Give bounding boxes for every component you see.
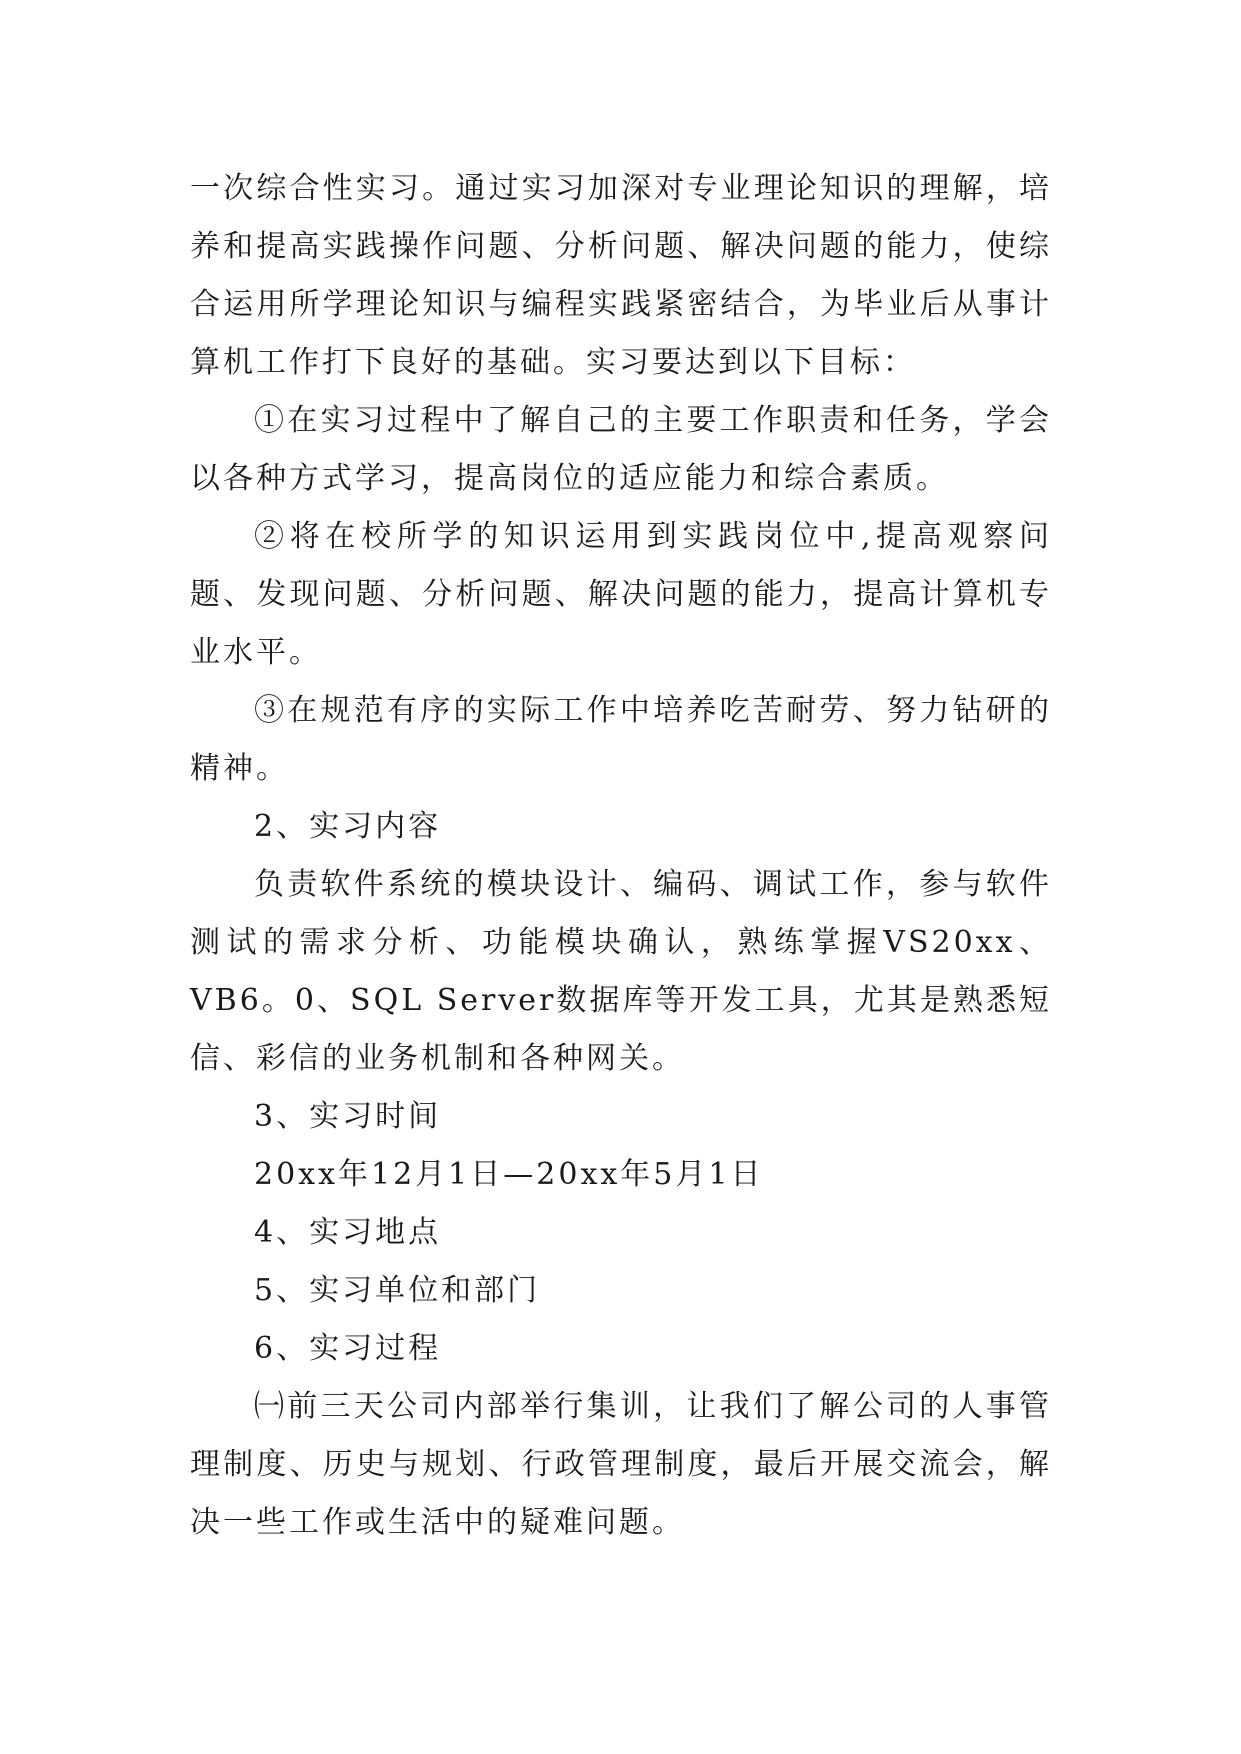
section-heading-location: 4、实习地点 (254, 1215, 442, 1250)
section-heading-process: 6、实习过程 (254, 1331, 442, 1366)
paragraph-goal-1: ①在实习过程中了解自己的主要工作职责和任务，学会以各种方式学习，提高岗位的适应能力和综合素质。 (190, 403, 1052, 496)
section-heading-time: 3、实习时间 (254, 1099, 442, 1134)
paragraph-objectives-intro: 一次综合性实习。通过实习加深对专业理论知识的理解，培养和提高实践操作问题、分析问题、解决问题的能力，使综合运用所学理论知识与编程实践紧密结合，为毕业后从事计算机工作打下良好的基础。实习要达到以下目标： (190, 171, 1052, 380)
paragraph-goal-2: ②将在校所学的知识运用到实践岗位中,提高观察问题、发现问题、分析问题、解决问题的能力，提高计算机专业水平。 (190, 519, 1052, 670)
paragraph-goal-3: ③在规范有序的实际工作中培养吃苦耐劳、努力钻研的精神。 (190, 693, 1052, 786)
document-body (190, 160, 1052, 1552)
section-heading-content: 2、实习内容 (254, 809, 442, 844)
paragraph-content: 负责软件系统的模块设计、编码、调试工作，参与软件测试的需求分析、功能模块确认，熟练掌握VS20xx、VB6。0、SQL Server数据库等开发工具，尤其是熟悉短信、彩信的业务机制和各种网关。 (190, 867, 1052, 1076)
paragraph-process-1: ㈠前三天公司内部举行集训，让我们了解公司的人事管理制度、历史与规划、行政管理制度，最后开展交流会，解决一些工作或生活中的疑难问题。 (190, 1389, 1052, 1540)
paragraph-time: 20xx年12月1日—20xx年5月1日 (254, 1157, 764, 1192)
section-heading-unit: 5、实习单位和部门 (254, 1273, 541, 1308)
